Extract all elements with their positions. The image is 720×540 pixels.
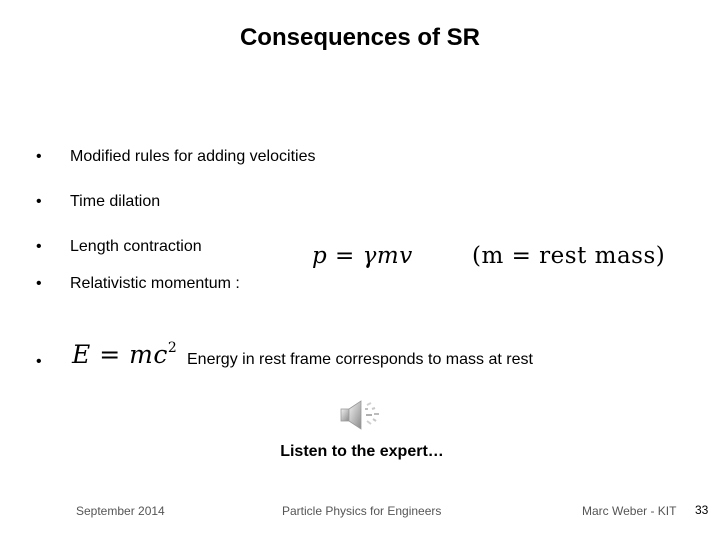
exponent: 2 bbox=[167, 339, 178, 356]
bullet-length-contraction: Length contraction bbox=[70, 238, 202, 255]
footer-author: Marc Weber - KIT bbox=[582, 504, 677, 518]
bullet-marker: • bbox=[36, 238, 42, 255]
bullet-velocities: Modified rules for adding velocities bbox=[70, 148, 316, 165]
energy-explanation: Energy in rest frame corresponds to mass at rest bbox=[187, 351, 533, 368]
momentum-symbol: p bbox=[312, 243, 328, 269]
rest-mass-note: (m = rest mass) bbox=[472, 243, 666, 269]
mass-symbol: m bbox=[129, 340, 154, 369]
equals-sign: = bbox=[99, 340, 121, 369]
light-speed-symbol: c bbox=[153, 340, 168, 369]
bullet-marker: • bbox=[36, 275, 42, 292]
slide-title: Consequences of SR bbox=[239, 24, 481, 51]
gamma-symbol: γ bbox=[362, 243, 377, 269]
speaker-icon[interactable] bbox=[337, 397, 387, 433]
footer-course: Particle Physics for Engineers bbox=[282, 504, 442, 518]
energy-symbol: E bbox=[72, 340, 91, 369]
velocity-symbol: v bbox=[399, 243, 413, 269]
bullet-marker: • bbox=[36, 353, 42, 370]
listen-caption: Listen to the expert… bbox=[280, 443, 444, 460]
page-number: 33 bbox=[695, 503, 709, 517]
equals-sign: = bbox=[335, 243, 355, 269]
bullet-marker: • bbox=[36, 193, 42, 210]
energy-formula bbox=[72, 340, 177, 369]
bullet-marker: • bbox=[36, 148, 42, 165]
momentum-formula bbox=[312, 243, 413, 269]
bullet-relativistic-momentum: Relativistic momentum : bbox=[70, 275, 240, 292]
footer-date: September 2014 bbox=[76, 504, 165, 518]
bullet-time-dilation: Time dilation bbox=[70, 193, 161, 210]
mass-symbol: m bbox=[376, 243, 400, 269]
